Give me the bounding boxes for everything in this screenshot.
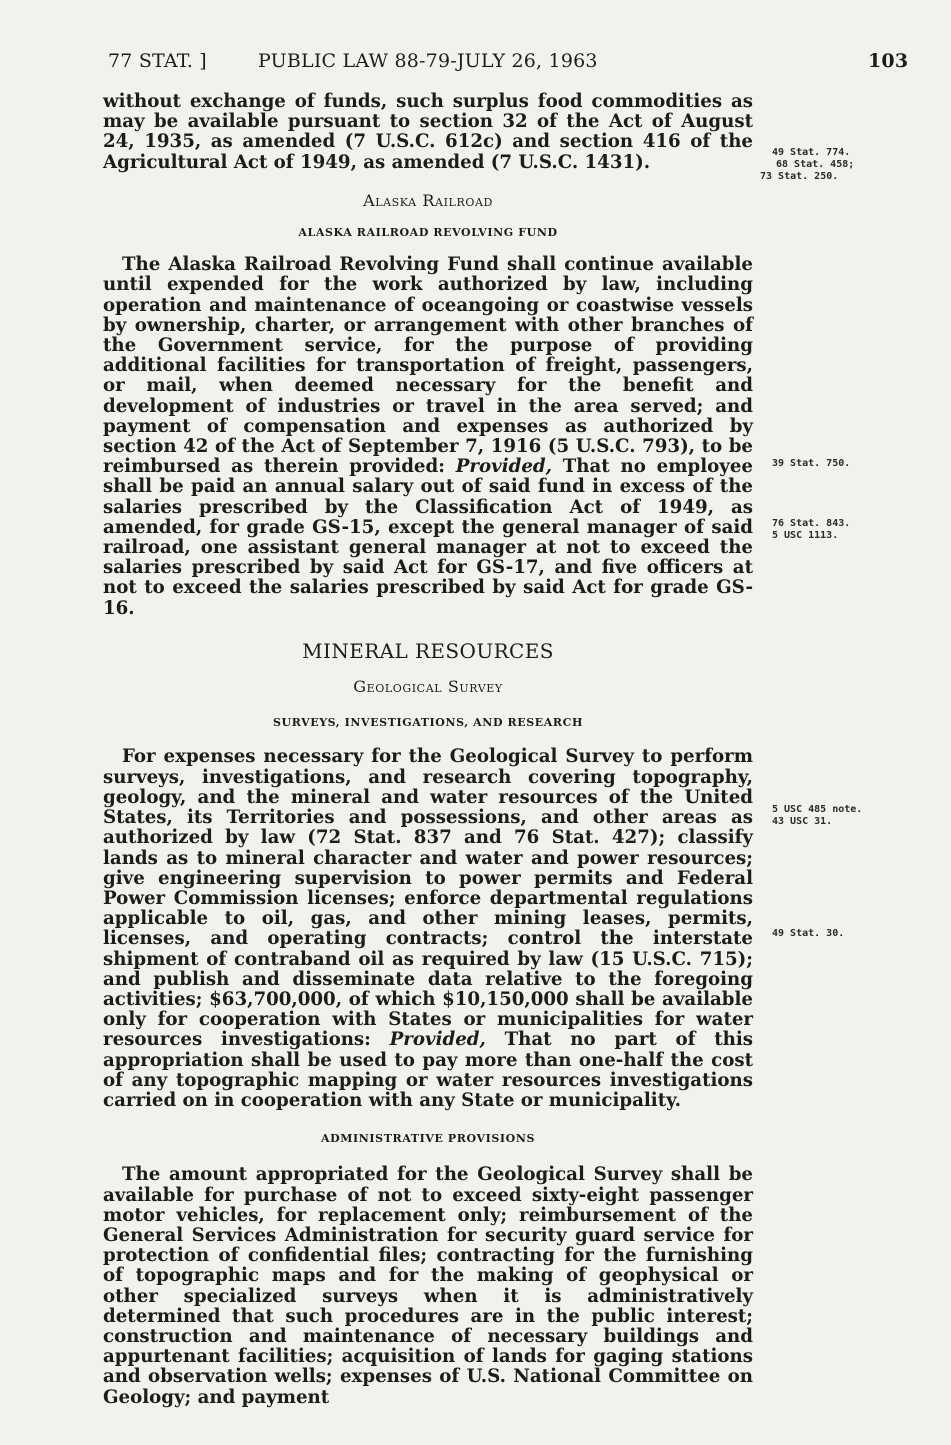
margin-note-stat-750: 39 Stat. 750. bbox=[772, 458, 851, 469]
body-text bbox=[103, 92, 753, 1408]
railroad-text-rest: That no employee shall be paid an annual salary out of said fund in excess of the salaries prescribed by the Classification Act of 1949, as amended, for grade GS-15, except the general manager of said railroad, one assistant general manager at not to exceed the salaries prescribed by said Act for GS-17, and five officers at not to exceed the salaries prescribed by said Act for grade GS-16. bbox=[103, 456, 753, 619]
survey-text: For expenses necessary for the Geological Survey to perform surveys, investigations, and research covering topography, geology, and the mineral and water resources of the United States, its Territories and possessions, and other areas as authorized by law (72 Stat. 837 and 76 Stat. 427); classify lands as to mineral character and water and power resources; give engineering supervision to power permits and Federal Power Commission licenses; enforce departmental regulations applicable to oil, gas, and other mining leases, permits, licenses, and operating contracts; control the interstate shipment of contraband oil as required by law (15 U.S.C. 715); and publish and disseminate data relative to the foregoing activities; $63,700,000, of which $10,150,000 shall be available only for cooperation with States or municipalities for water resources investigations: bbox=[103, 746, 753, 1051]
railroad-text: The Alaska Railroad Revolving Fund shall continue available until expended for the work authorized by law, including operation and maintenance of oceangoing or coastwise vessels by ownership, charter, or arrangement with other branches of the Government service, for the purpose of providing additional facilities for transportation of freight, passengers, or mail, when deemed necessary for the benefit and development of industries or travel in the area served; and payment of compensation and expenses as authorized by section 42 of the Act of September 7, 1916 (5 U.S.C. 793), to be reimbursed as therein provided: bbox=[103, 254, 753, 478]
header-title: PUBLIC LAW 88-79-JULY 26, 1963 bbox=[258, 50, 598, 72]
subheading-administrative: ADMINISTRATIVE PROVISIONS bbox=[320, 1132, 536, 1146]
survey-text-rest: That no part of this appropriation shall be used to pay more than one-half the cost of any topographic mapping or water resources investigations carried on in cooperation with any State or municipality. bbox=[103, 1029, 753, 1111]
margin-note-line: 5 USC 485 note. bbox=[772, 804, 863, 815]
intro-paragraph: without exchange of funds, such surplus food commodities as may be available pursuant to section 32 of the Act of August 24, 1935, as amended (7 U.S.C. 612c) and section 416 of the Agricultural Act of 1949, as amended (7 U.S.C. 1431). bbox=[103, 91, 753, 173]
survey-paragraph bbox=[103, 747, 753, 1111]
railroad-paragraph bbox=[103, 255, 753, 619]
margin-note-stat-843 bbox=[772, 518, 922, 542]
margin-note-line: 49 Stat. 774. bbox=[772, 147, 851, 158]
heading-alaska-railroad: Alaska Railroad bbox=[363, 190, 493, 210]
margin-note-line: 68 Stat. 458; bbox=[776, 159, 855, 170]
margin-note-stat-774 bbox=[760, 147, 922, 183]
margin-note-line: 5 USC 1113. bbox=[772, 530, 839, 541]
provided-italic: Provided, bbox=[389, 1029, 486, 1051]
provided-italic: Provided, bbox=[455, 456, 552, 478]
heading-geological-survey: Geological Survey bbox=[353, 677, 503, 697]
admin-paragraph: The amount appropriated for the Geological Survey shall be available for purchase of not to exceed sixty-eight passenger motor vehicles, for replacement only; reimbursement of the General Services Administration for security guard service for protection of confidential files; contracting for the furnishing of topographic maps and for the making of geophysical or other specialized surveys when it is administratively determined that such procedures are in the public interest; construction and maintenance of necessary buildings and appurtenant facilities; acquisition of lands for gaging stations and observation wells; expenses of U.S. National Committee on Geology; and payment bbox=[103, 1164, 753, 1408]
margin-note-line: 73 Stat. 250. bbox=[760, 171, 839, 182]
subheading-revolving-fund: ALASKA RAILROAD REVOLVING FUND bbox=[298, 226, 558, 240]
margin-note-stat-30: 49 Stat. 30. bbox=[772, 928, 845, 939]
margin-note-usc-485 bbox=[772, 804, 922, 828]
page-number: 103 bbox=[868, 50, 909, 72]
margin-note-line: 43 USC 31. bbox=[772, 816, 833, 827]
header-stat-volume: 77 STAT. ] bbox=[108, 50, 207, 72]
subheading-surveys: SURVEYS, INVESTIGATIONS, AND RESEARCH bbox=[272, 716, 583, 730]
section-mineral-resources: MINERAL RESOURCES bbox=[302, 638, 554, 663]
margin-note-line: 76 Stat. 843. bbox=[772, 518, 851, 529]
